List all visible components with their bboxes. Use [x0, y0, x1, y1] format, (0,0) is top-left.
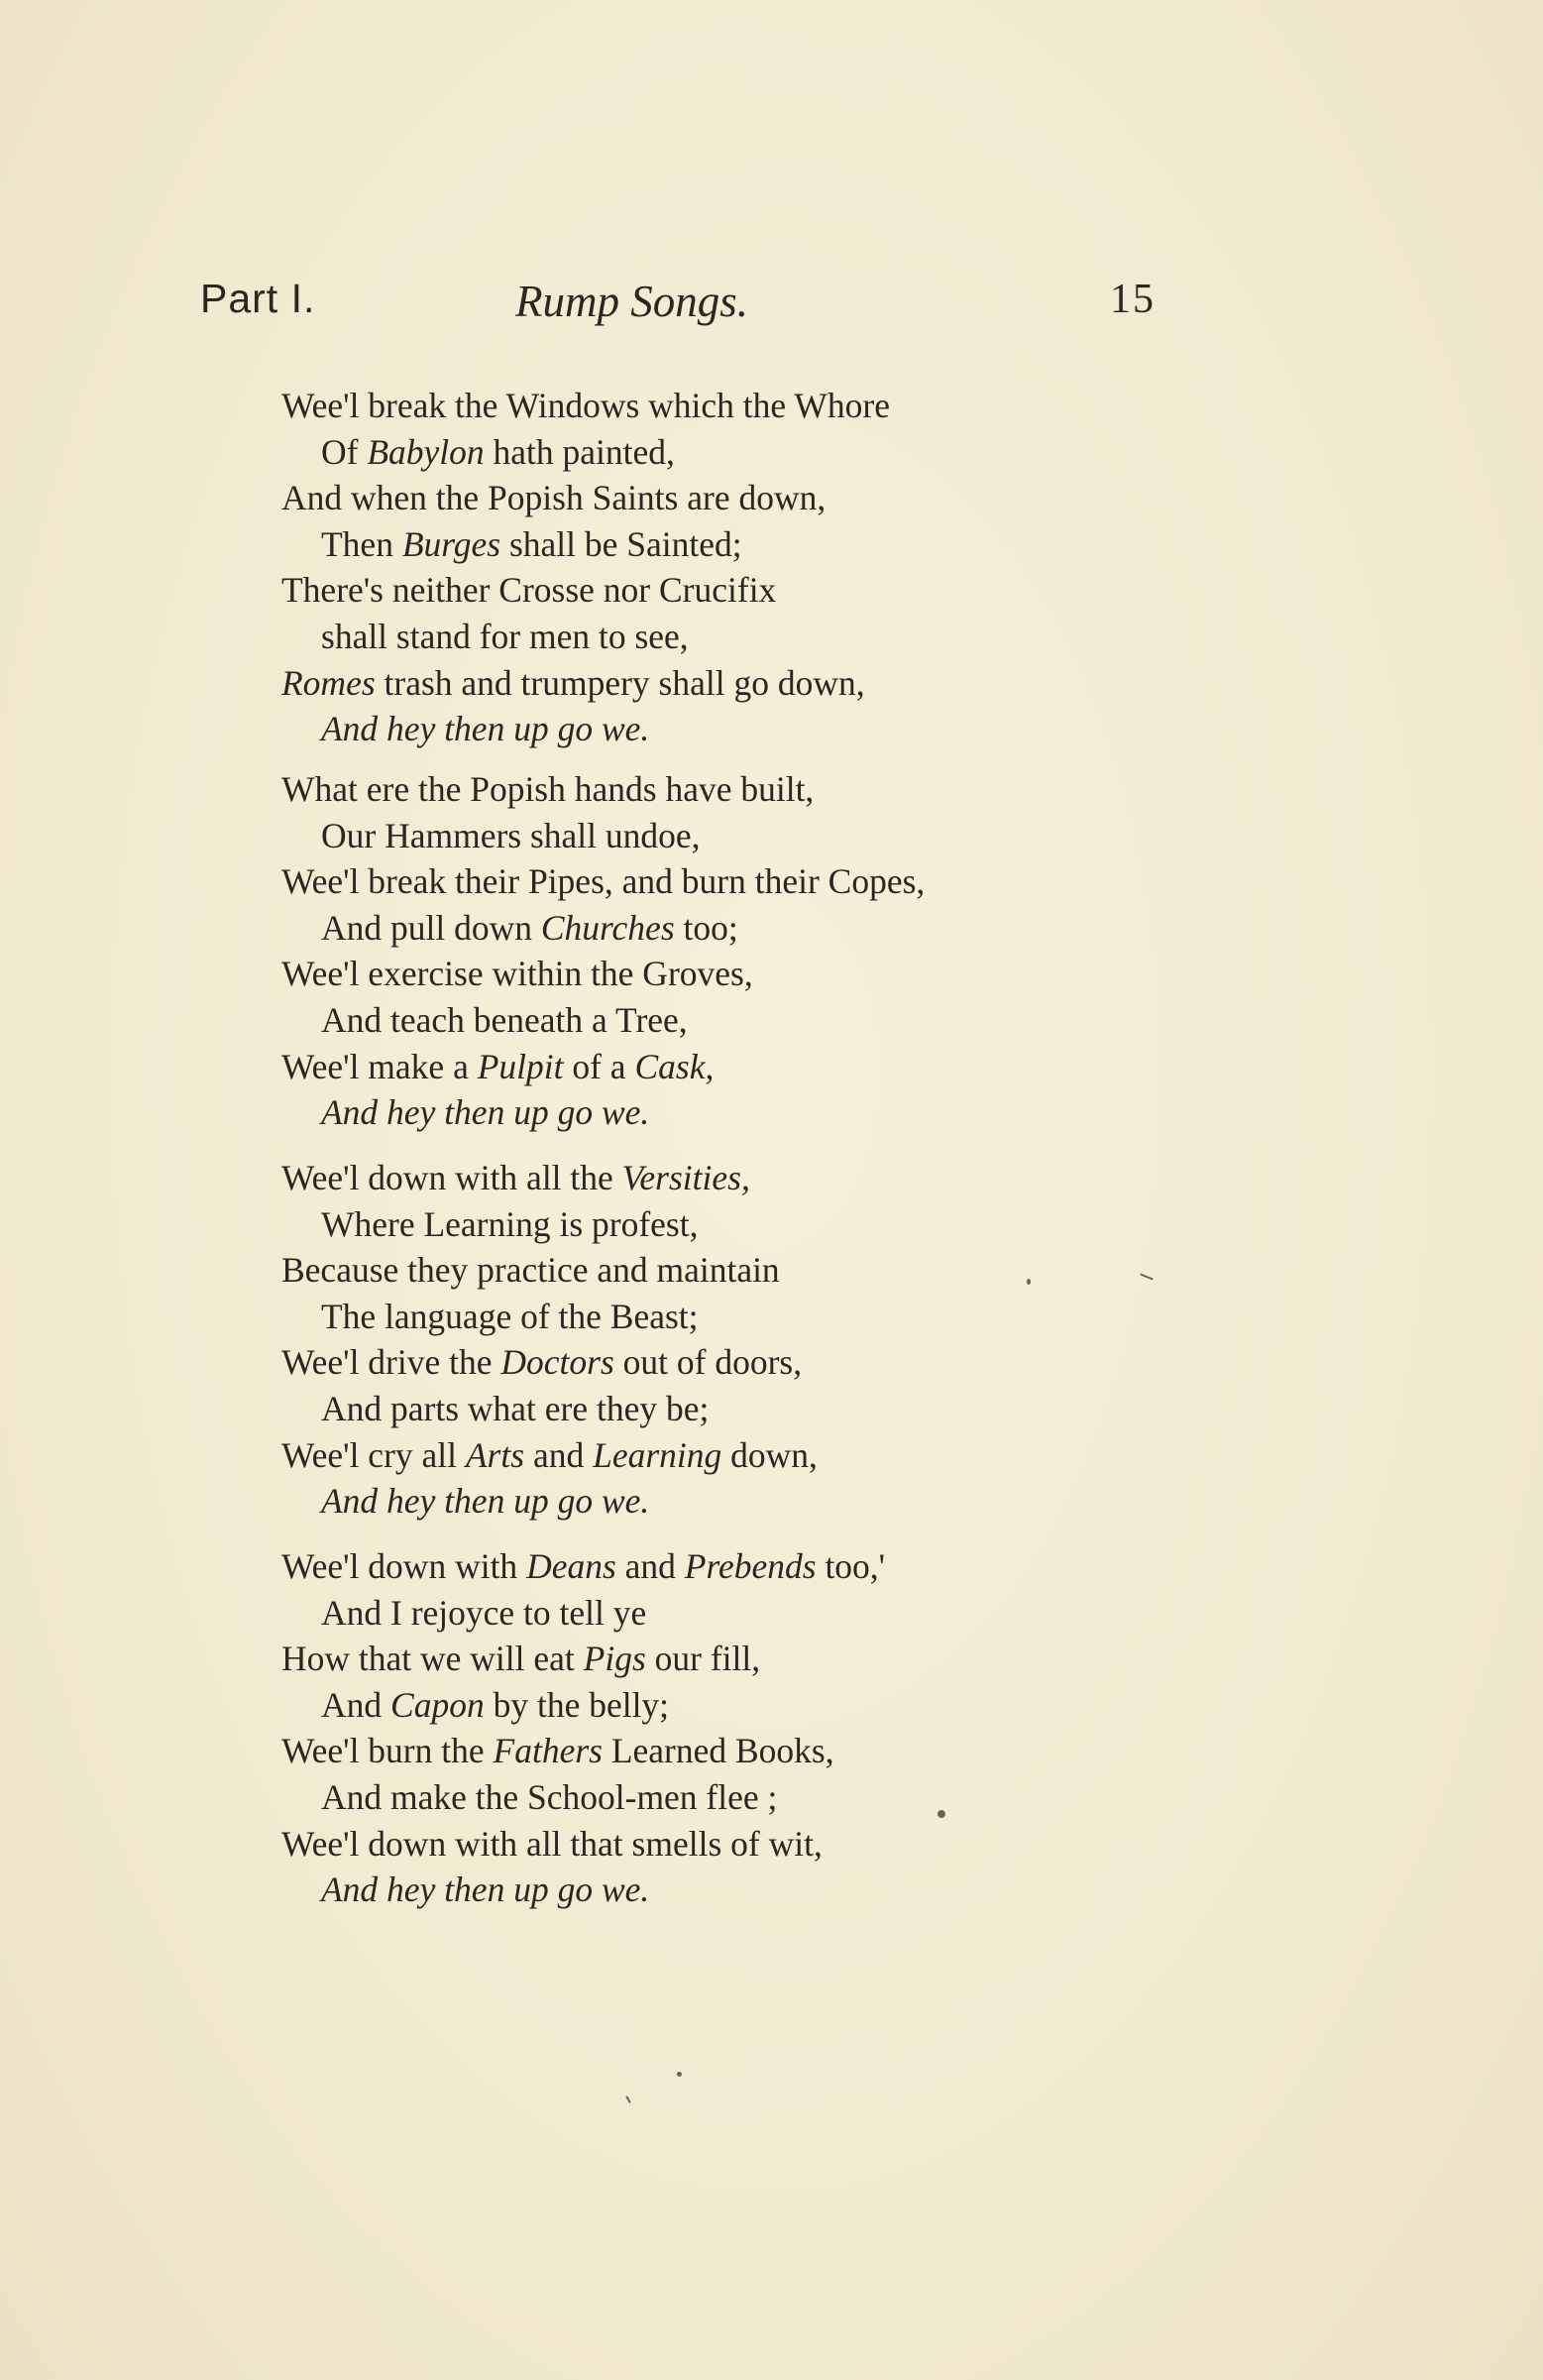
verse-line: And Capon by the belly;: [321, 1684, 670, 1725]
page-number: 15: [1110, 277, 1156, 322]
verse-line: Wee'l break their Pipes, and burn their Copes,: [281, 861, 926, 902]
verse-line: And parts what ere they be;: [321, 1388, 710, 1428]
verse-line: Of Babylon hath painted,: [321, 431, 675, 472]
running-head: [200, 276, 1156, 355]
verse-line: Where Learning is profest,: [321, 1203, 699, 1244]
verse-line: Romes trash and trumpery shall go down,: [281, 662, 865, 703]
verse-line: Wee'l burn the Fathers Learned Books,: [281, 1731, 834, 1771]
verse-line: shall stand for men to see,: [321, 616, 689, 656]
verse-line: Wee'l drive the Doctors out of doors,: [281, 1342, 803, 1383]
verse-line: Our Hammers shall undoe,: [321, 815, 701, 855]
part-label: Part I.: [200, 276, 316, 321]
verse-line: The language of the Beast;: [321, 1296, 699, 1336]
verse-line: Because they practice and maintain: [281, 1250, 780, 1291]
paper-speck: [677, 2072, 682, 2077]
verse-line: And make the School-men flee ;: [321, 1776, 778, 1817]
verse-line: Wee'l make a Pulpit of a Cask,: [281, 1046, 715, 1086]
verse-line: Wee'l exercise within the Groves,: [281, 954, 753, 994]
verse-line: Wee'l down with all that smells of wit,: [281, 1823, 823, 1864]
verse-line: And I rejoyce to tell ye: [321, 1592, 647, 1633]
stanza-2: [281, 766, 1173, 1136]
stanza-3: [281, 1155, 1173, 1525]
paper-speck: [1027, 1279, 1031, 1285]
refrain-line: And hey then up go we.: [321, 1092, 650, 1133]
verse-line: Wee'l down with Deans and Prebends too,': [281, 1546, 886, 1586]
verse-line: And pull down Churches too;: [321, 907, 738, 948]
verse-line: And when the Popish Saints are down,: [281, 478, 827, 518]
refrain-line: And hey then up go we.: [321, 709, 650, 749]
verse-line: There's neither Crosse nor Crucifix: [281, 570, 777, 611]
verse-line: What ere the Popish hands have built,: [281, 769, 815, 809]
paper-speck: [937, 1810, 945, 1818]
paper-speck: [625, 2096, 631, 2103]
verse-line: And teach beneath a Tree,: [321, 999, 688, 1040]
verse-line: How that we will eat Pigs our fill,: [281, 1639, 761, 1679]
verse-line: Wee'l down with all the Versities,: [281, 1158, 750, 1197]
refrain-line: And hey then up go we.: [321, 1481, 650, 1522]
running-title: Rump Songs.: [515, 277, 748, 326]
verse-line: Wee'l cry all Arts and Learning down,: [281, 1434, 818, 1475]
refrain-line: And hey then up go we.: [321, 1870, 650, 1910]
verse-line: Wee'l break the Windows which the Whore: [281, 386, 890, 425]
verse-line: Then Burges shall be Sainted;: [321, 523, 742, 564]
stanza-4: [281, 1543, 1173, 1913]
stanza-1: [281, 383, 1173, 752]
